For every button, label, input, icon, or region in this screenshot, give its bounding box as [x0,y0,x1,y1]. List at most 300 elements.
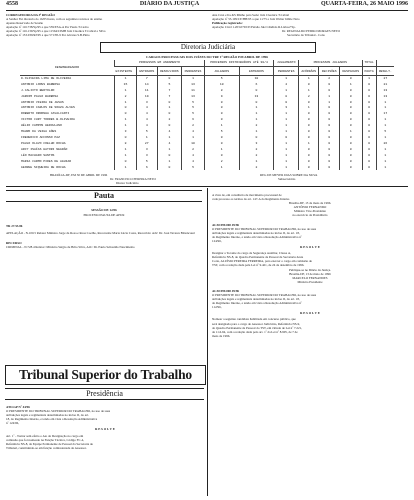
value-cell: 2 [239,153,274,159]
group-header: PROCESSOS EM ANDAMENTO [115,60,205,66]
text-line: do Regimento Interno, e tendo em vista a Resolução Administrativa nº [212,301,302,306]
value-cell: 4 [137,111,157,117]
value-cell: 1 [376,117,394,123]
value-cell: 0 [362,123,376,129]
value-cell: 2 [239,147,274,153]
text-line: Apelação Cível 1.203.070/CE/Paixão Juiz Cândido R.Lisboa+Sp. [212,25,296,30]
value-cell: 2 [204,159,239,165]
text-line: Secretário do Tribunal - Cons [287,33,325,38]
value-cell: 0 [362,159,376,165]
value-cell: 0 [204,100,239,106]
text-line: R E S O L V E [95,427,115,432]
text-line: AI-50.999.000 49/96 [212,288,240,293]
value-cell: 1 [204,147,239,153]
value-cell: 5 [157,82,182,88]
value-cell: 0 [239,100,274,106]
value-cell: 8 [115,141,137,147]
value-cell: 0 [362,105,376,111]
value-cell: 0 [115,135,137,141]
text-line: Art. 1º - Tornar sem efeito o Ato de Designação no cargo em [6,433,84,438]
text-line: Corte, ALUÍSIO PEREIRA FERREIRA, para exercer o cargo em comissão do [212,259,313,264]
column-header: ACÓRDÃOS [299,66,319,75]
value-cell: 0 [339,123,362,129]
value-cell: 10 [204,82,239,88]
value-cell: 0 [362,165,376,171]
pauta-subtitle: SESSÃO DE 12/06 [91,208,117,212]
value-cell: 0 [319,141,339,147]
value-cell: 1 [239,129,274,135]
value-cell: 6 [239,82,274,88]
value-cell: 13 [376,94,394,100]
value-cell: 0 [204,111,239,117]
value-cell: 0 [299,135,319,141]
value-cell: 1 [362,75,376,81]
value-cell: 0 [204,153,239,159]
page-header [6,1,408,11]
value-cell: 0 [339,165,362,171]
text-line: A Senhor Fui diretoria do 16/05 horas, com os seguintes recursos do ensino [6,17,103,22]
text-line: será designada para o cargo de Assessor Judiciário, Referência NS-9, [212,321,301,326]
text-line: ATO.GP Nº 44/96 [6,405,30,409]
text-line: TR 27.53.86 [6,224,23,228]
processes-table [20,60,394,170]
text-line: Brasília-DF, 13 de maio de 1996 [289,271,331,276]
value-cell: 13 [182,94,205,100]
tribunal-text [6,405,204,450]
text-line: Publique-se no Diário da Justiça. [288,267,332,272]
group-header: JULGAMENTO [274,60,299,66]
text-line: Dr. FRANCISCO PEREIRA NETO [110,177,156,182]
value-cell: 0 [362,117,376,123]
text-line: de 11.6.94, com a redação dada pelo art. 1º da Lei nº 8.905, de 7 de [212,329,298,334]
value-cell: 1 [182,135,205,141]
text-line: Dr. REGINALDO PEDRO MORAES NETO [282,29,340,34]
value-cell: 0 [362,129,376,135]
value-cell: 0 [157,111,182,117]
value-cell: 4 [182,129,205,135]
column-header: RESOLVIDOS [157,66,182,75]
value-cell: 0 [362,94,376,100]
value-cell: 5 [182,105,205,111]
value-cell: 0 [274,100,299,106]
value-cell: 6 [137,165,157,171]
value-cell: 0 [362,111,376,117]
value-cell: 0 [157,165,182,171]
value-cell: 0 [319,135,339,141]
value-cell: 0 [339,111,362,117]
value-cell: 0 [299,129,319,135]
value-cell: 0 [157,100,182,106]
value-cell: 1 [239,159,274,165]
value-cell: 1 [274,165,299,171]
value-cell: 0 [319,111,339,117]
value-cell: 3 [137,100,157,106]
judge-name-cell: LÉO MACHADO SANTOS [21,152,55,157]
value-cell: 1 [376,135,394,141]
text-line: 124/96, [212,238,222,243]
value-cell: 1 [376,153,394,159]
column-header: DESPACHOS [339,66,362,75]
table-caption: CARGOS PROCESSUAIS DOS JUÍZES DO TRF 1ª REGIÃO EM ABRIL DE 1996 [146,55,268,59]
value-cell: 0 [339,117,362,123]
value-cell: 0 [299,153,319,159]
value-cell: 1 [182,75,205,81]
value-cell: 0 [319,117,339,123]
text-line: CRIMINAL - N.728.4 Relator: Ministro Sérgio de Brito Silva, Adv: Dr. Paulo Sebastião Nascimento [6,245,135,250]
value-cell: 4 [137,117,157,123]
text-line: Diretor Judiciário [116,181,139,186]
column-header: JULGADOS [204,66,239,75]
value-cell: 1 [274,141,299,147]
top-right-block [212,13,408,38]
value-cell: 0 [319,129,339,135]
value-cell: 1 [319,100,339,106]
value-cell: 0 [339,135,362,141]
section-title-diretoria: Diretoria Judiciária [100,42,316,53]
value-cell: 2 [115,94,137,100]
value-cell: 1 [204,123,239,129]
value-cell: 1 [115,100,137,106]
judge-name-cell: HÉLIO CAMPOS HERCULANO [21,123,62,128]
text-line: Ana Cruz e Ita-KS Minho para Sede: Juiz Cleonice T.Cabral [212,13,290,17]
value-cell: 4 [157,141,182,147]
value-cell: 5 [376,129,394,135]
value-cell: 0 [339,141,362,147]
text-line: APELAÇÃO - N.100.5 Relator Ministro Jorge da Rosa e Rosa Coelho, Recorrente Maria Lúcia Costa, Recorrido: Adv: Dr. José Tavares Bittencourt [6,231,196,236]
value-cell: 0 [299,100,319,106]
column-divider [207,188,208,496]
value-cell: 1 [274,159,299,165]
text-line: cada processo os termos do art. 147-A do Regimento Interno [212,197,290,202]
judge-name-cell: J.CALIXTO BERTOLDO [21,87,55,92]
text-line: do Quadro Permanente de Pessoal do TST, em virtude de Lei nº 7.221, [212,325,303,330]
value-cell: 7 [157,88,182,94]
value-cell: 2 [182,147,205,153]
value-cell: 1 [157,135,182,141]
column-header: DECISÕES [319,66,339,75]
value-cell: 0 [157,123,182,129]
signature-left [50,173,200,185]
value-cell: 0 [339,94,362,100]
text-line: MARCELO FERNANDES [292,275,328,280]
value-cell: 1 [339,129,362,135]
value-cell: 0 [299,111,319,117]
value-cell: 13 [182,82,205,88]
pauta-subtitle-2: PROCESSO PAUTA DE APUR [83,213,125,217]
value-cell: 10 [239,75,274,81]
column-header: PENDENTES [182,66,205,75]
text-line: Apelação nº 116.139/Sp/95 a que 11564/CIMB Juiz Cleonice T.Cabral e Silva [6,29,106,34]
value-cell: 17 [376,111,394,117]
value-cell: 0 [319,165,339,171]
judge-name-cell: ARCY ISAÍAS HATORI NEGRÃO [21,146,68,151]
value-cell: 9 [204,94,239,100]
value-cell: 0 [362,82,376,88]
text-line: Apenas Reservado de Sessão [6,21,44,26]
group-header: PROCESSOS DISTRIBUÍDOS ATÉ 30/4 [204,60,273,66]
value-cell: 13 [376,88,394,94]
judge-name-cell: D.OLIVEIRA LIMA DE OLIVEIRA [21,75,72,80]
text-line: Nomear a seguinte candidata habilitada em concurso público, que [212,317,296,322]
top-left-block [6,13,206,38]
judge-name-cell: ROBERTO ORDONHA CAVALCANTI [21,111,70,116]
value-cell: 1 [115,117,137,123]
value-cell: 1 [376,159,394,165]
value-cell: 1 [274,75,299,81]
column-header: PENDENTES [274,66,299,75]
text-line: REG DE MEYER DIAS SOBRE DA SILVA [260,173,318,177]
value-cell: 1 [204,165,239,171]
text-line: TST, com a redação dada pela Lei nº 9.421, de 24 de dezembro de 1996. [212,263,305,268]
value-cell: 0 [299,82,319,88]
value-cell: 3 [239,141,274,147]
value-cell: 0 [319,147,339,153]
value-cell: 0 [239,88,274,94]
value-cell: 8 [204,88,239,94]
column-header: EXISTENTE [115,66,137,75]
value-cell: 0 [157,75,182,81]
value-cell: 4 [137,105,157,111]
judge-name-cell: MAURO DA VEIGA GÓES [21,129,57,134]
value-cell: 0 [157,153,182,159]
value-cell: 3 [137,147,157,153]
judge-name-cell: ANTONIO CARLOS DE SOUZA ALVES [21,105,75,110]
value-cell: 0 [319,82,339,88]
value-cell: 11 [182,88,205,94]
value-cell: 0 [339,147,362,153]
value-cell: 4 [274,82,299,88]
column-header: RESULT. [376,66,394,75]
value-cell: 0 [239,135,274,141]
value-cell: 1 [274,88,299,94]
value-cell: 0 [299,159,319,165]
text-line: do Regimento Interno, e tendo em vista a Resolução Administrativa nº [212,234,302,239]
value-cell: 14 [137,82,157,88]
tribunal-title: Tribunal Superior do Trabalho [5,365,206,385]
pauta-title: Pauta [6,190,202,202]
table-row [20,165,394,171]
text-line: Brasília-DF, 13 de maio de 1996. [288,201,332,206]
value-cell: 2 [157,117,182,123]
value-cell: 21 [376,82,394,88]
text-line: 112/96, [212,305,222,310]
value-cell: 0 [299,165,319,171]
value-cell: 10 [182,141,205,147]
value-cell: 0 [362,147,376,153]
value-cell: 26 [376,141,394,147]
text-line: Ministro Presidente [297,279,323,284]
judge-name-cell: VICTOR CURY TORRES B.OLIVEIRA [21,117,75,122]
value-cell: 5 [137,129,157,135]
text-line: Apelação nº 153.039/RJ/95 a que 571/85-9 Por Alvares S.B.Pinto [6,33,90,38]
right-column [212,193,408,338]
value-cell: 0 [299,123,319,129]
value-cell: 1 [157,159,182,165]
value-cell: 1 [239,117,274,123]
text-line: Apelação nº 53.109/CE/HB/95 a que 11/75 e Juiz Walter Júbile Neto [212,17,300,22]
value-cell: 3 [137,153,157,159]
value-cell: 5 [182,165,205,171]
text-line: maio de 1996. [212,333,231,338]
text-line: R E S O L V E [300,245,320,250]
value-cell: 0 [319,105,339,111]
value-cell: 1 [157,147,182,153]
text-line: Subsecretário [278,177,296,182]
text-line: O PRESIDENTE DO TRIBUNAL SUPERIOR DO TRABALHO, no uso de suas [6,409,111,414]
judge-name-cell: ANTONIO LOPES BARBOSA [21,81,60,86]
value-cell: 6 [182,117,205,123]
value-cell: 1 [299,75,319,81]
text-line: nº 124/96, [6,421,20,426]
value-cell: 5 [182,111,205,117]
judge-name-cell: FREDERICO AFFONSO PAZ [21,134,60,139]
text-line: Referência NS-8, do Quadro Permanente de Pessoal da Secretaria deste [212,255,304,260]
text-line: O PRESIDENTE DO TRIBUNAL SUPERIOR DO TRABALHO, no uso de suas [212,226,317,231]
judge-name-cell: MARIA CARMO PIRES DE AGUIAR [21,158,72,163]
value-cell: 1 [115,88,137,94]
value-cell: 0 [362,135,376,141]
value-cell: 0 [339,88,362,94]
text-line: 18, do Regimento Interno, e tendo em vista a Resolução Administrativa [6,417,98,422]
value-cell: 2 [299,94,319,100]
value-cell: 8 [274,94,299,100]
text-line: BRASÍLIA-DF, EM 30 DE ABRIL DE 1996 [50,173,108,177]
value-cell: 1 [239,105,274,111]
value-cell: 5 [204,129,239,135]
value-cell: 0 [319,159,339,165]
value-cell: 15 [115,82,137,88]
value-cell: 4 [182,159,205,165]
value-cell: 1 [319,94,339,100]
value-cell: 1 [274,129,299,135]
value-cell: 5 [204,75,239,81]
value-cell: 0 [115,111,137,117]
value-cell: 0 [299,117,319,123]
text-line: atribuições legais e regimentais determinadas no inciso II, do art. [6,413,89,418]
value-cell: 4 [137,123,157,129]
divider [6,186,408,187]
value-cell: 2 [239,123,274,129]
value-cell: 0 [204,117,239,123]
value-cell: 2 [319,75,339,81]
text-line: Referência NS-8, da Equipe Permanente de Pessoal da Secretaria do [6,441,94,446]
value-cell: 5 [137,159,157,165]
value-cell: 0 [319,153,339,159]
value-cell: 0 [115,105,137,111]
presidencia-title: Presidência [5,388,204,400]
judge-name-cell: PAULO OLAVO COELHO ROCHA [21,140,66,145]
text-line: Tribunal, constituindo-se em função comissionada de Assessor. [6,445,87,450]
value-cell: 0 [339,153,362,159]
value-cell: 27 [137,141,157,147]
value-cell: 1 [274,123,299,129]
judge-name-cell: ANTONIO VIEIRA DE JESUS [21,99,64,104]
signature-right [260,173,400,181]
value-cell: 1 [339,82,362,88]
value-cell: 0 [362,88,376,94]
value-cell: 0 [362,141,376,147]
value-cell: 5 [182,100,205,106]
value-cell: 0 [339,159,362,165]
text-line: no exercício da Presidência [292,213,328,218]
value-cell: 1 [137,135,157,141]
text-line: A vista de, em constância de movimento processual de [212,193,282,197]
column-header: PAUTA [362,66,376,75]
text-line: O PRESIDENTE DO TRIBUNAL SUPERIOR DO TRABALHO, no uso de suas [212,292,317,297]
value-cell: 0 [299,147,319,153]
text-line: AI-50.999.000 49/96 [212,222,240,227]
value-cell: 3 [115,129,137,135]
pauta-items [6,224,202,249]
value-cell: 0 [204,135,239,141]
value-cell: 1 [115,153,137,159]
value-cell: 0 [339,105,362,111]
value-cell: 4 [182,153,205,159]
value-cell: 1 [115,123,137,129]
value-cell: 1 [299,88,319,94]
value-cell: 7 [157,94,182,100]
value-cell: 0 [362,153,376,159]
value-cell: 0 [362,100,376,106]
value-cell: 3 [274,105,299,111]
value-cell: 7 [137,75,157,81]
value-cell: 0 [204,105,239,111]
column-header-name: DESEMBARGADOR [20,60,115,75]
value-cell: 0 [319,88,339,94]
text-line: RECURSO [6,241,22,246]
page-number: 4558 [6,1,18,7]
value-cell: 1 [274,117,299,123]
value-cell: 1 [239,111,274,117]
value-cell: 0 [339,100,362,106]
publication-title: DIÁRIO DA JUSTIÇA [139,1,200,7]
value-cell: 0 [339,75,362,81]
value-cell: 27 [376,75,394,81]
text-line: atribuições legais e regimentais determinadas no inciso II, do art. 18, [212,230,300,235]
value-cell: 2 [182,123,205,129]
value-cell: 11 [137,88,157,94]
text-line: ANTÔNIO FERNANDO [293,205,327,210]
value-cell: 1 [115,165,137,171]
text-line: R E S O L V E [300,311,320,316]
judge-name-cell: GEORGE SIQUEIRA DE ROCHA [21,164,66,169]
group-header: PROCESSOS JULGADOS [299,60,363,66]
value-cell: 1 [376,147,394,153]
column-header: ENTRADOS [239,66,274,75]
value-cell: 0 [204,141,239,147]
text-line: CORREGEDORIA DA 3ª REGIÃO [6,13,55,17]
column-header: ENTRADOS [137,66,157,75]
text-line: comissão que foi nomeado na Função Técnica, Código FC-4, [6,437,85,442]
text-line: atribuições legais e regimentais determinadas no inciso II, do art. 18, [212,297,300,302]
text-line: Publicação registrado: [212,21,243,26]
value-cell: 1 [376,123,394,129]
value-cell: 0 [115,159,137,165]
value-cell: 1 [274,147,299,153]
value-cell: 1 [376,105,394,111]
group-header: TOTAL [362,60,376,66]
text-line: Designar a Tocante do cargo de Segurança Auxiliar, Classe A, [212,251,291,256]
value-cell: 0 [274,135,299,141]
value-cell: 13 [239,94,274,100]
value-cell: 1 [115,147,137,153]
text-line: Apelação nº 116.738/Sp/95 a que 559/ESA-A Por Paulo T.Cadco [6,25,89,30]
value-cell: 1 [274,153,299,159]
value-cell: 1 [376,165,394,171]
value-cell: 1 [299,141,319,147]
judge-name-cell: JARDIM PAULO BARBOSA [21,93,59,98]
value-cell: 19 [137,94,157,100]
